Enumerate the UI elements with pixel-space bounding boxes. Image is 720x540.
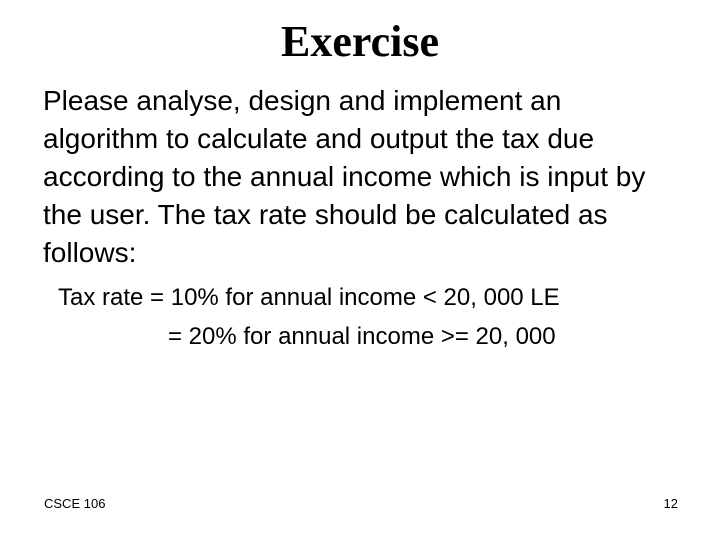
footer-course-code: CSCE 106: [44, 496, 106, 511]
slide-body-text: Please analyse, design and implement an algorithm to calculate and output the tax due according to the annual income which is input by the user. The tax rate should be calculated as follows:: [43, 85, 646, 268]
tax-rate-line-1: Tax rate = 10% for annual income < 20, 000 LE: [58, 284, 560, 311]
slide-title: Exercise: [280, 17, 440, 66]
footer-page-number: 12: [663, 496, 678, 511]
tax-rate-line-2: = 20% for annual income >= 20, 000: [168, 323, 556, 350]
